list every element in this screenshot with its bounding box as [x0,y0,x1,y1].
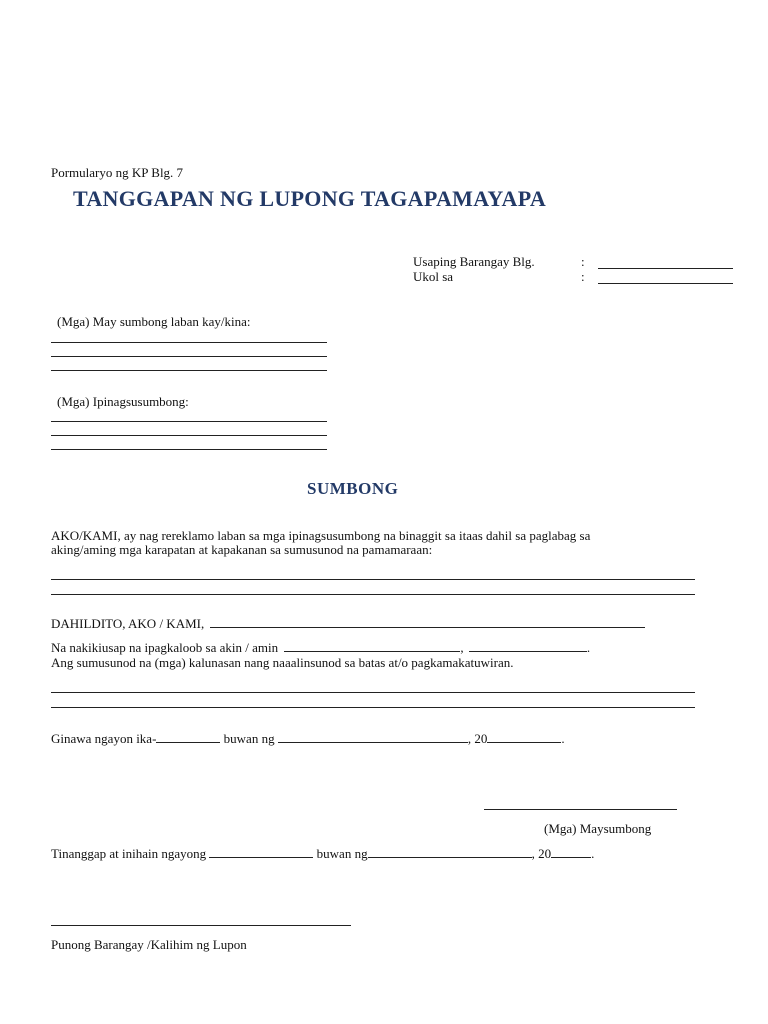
respondent-line-3[interactable] [51,449,327,450]
complaint-details-line-1[interactable] [51,579,695,580]
case-number-field[interactable] [598,268,733,269]
complainant-line-3[interactable] [51,370,327,371]
complainants-label: (Mga) May sumbong laban kay/kina: [57,314,251,329]
complainant-line-2[interactable] [51,356,327,357]
request-row [51,640,590,655]
therefore-label: DAHILDITO, AKO / KAMI, [51,616,205,631]
form-number: Pormularyo ng KP Blg. 7 [51,165,184,180]
received-month-field[interactable] [368,846,532,858]
page-title: TANGGAPAN NG LUPONG TAGAPAMAYAPA [73,186,547,211]
received-year-label: , 20 [531,846,552,861]
received-prefix: Tinanggap at inihain ngayong [51,846,207,861]
request-comma: , [460,640,464,655]
case-number-colon: : [581,254,585,269]
done-date-row [51,731,565,746]
done-year-field[interactable] [487,731,561,743]
respondent-line-1[interactable] [51,421,327,422]
subject-colon: : [581,269,585,284]
complaint-details-line-2[interactable] [51,594,695,595]
therefore-field[interactable] [210,616,645,628]
respondents-label: (Mga) Ipinagsusumbong: [57,394,189,409]
done-prefix: Ginawa ngayon ika- [51,731,157,746]
complainant-signature-label: (Mga) Maysumbong [544,821,652,836]
received-day-field[interactable] [209,846,313,858]
therefore-row [51,616,645,631]
subject-field[interactable] [598,283,733,284]
remedies-line-1[interactable] [51,692,695,693]
remedies-line-2[interactable] [51,707,695,708]
complainant-line-1[interactable] [51,342,327,343]
complaint-paragraph-line-1: AKO/KAMI, ay nag rereklamo laban sa mga ipinagsusumbong na binaggit sa itaas dahil sa paglabag sa [51,528,591,543]
received-month-label: buwan ng [316,846,368,861]
complaint-paragraph-line-2: aking/aming mga karapatan at kapakanan sa sumusunod na pamamaraan: [51,542,433,557]
request-prefix: Na nakikiusap na ipagkaloob sa akin / amin [51,640,279,655]
done-year-label: , 20 [467,731,488,746]
respondent-line-2[interactable] [51,435,327,436]
section-heading: SUMBONG [307,479,399,498]
done-period: . [561,731,565,746]
request-field-2[interactable] [469,640,587,652]
official-signature-line[interactable] [51,925,351,926]
received-year-field[interactable] [551,846,591,858]
done-month-label: buwan ng [223,731,275,746]
received-date-row [51,846,594,861]
remedies-line: Ang sumusunod na (mga) kalunasan nang naaalinsunod sa batas at/o pagkamakatuwiran. [51,655,514,670]
official-signature-label: Punong Barangay /Kalihim ng Lupon [51,937,247,952]
received-period: . [591,846,595,861]
subject-label: Ukol sa [413,269,454,284]
done-day-field[interactable] [156,731,220,743]
complainant-signature-line[interactable] [484,809,677,810]
case-number-label: Usaping Barangay Blg. [413,254,535,269]
request-period: . [586,640,591,655]
done-month-field[interactable] [278,731,468,743]
request-field-1[interactable] [284,640,460,652]
